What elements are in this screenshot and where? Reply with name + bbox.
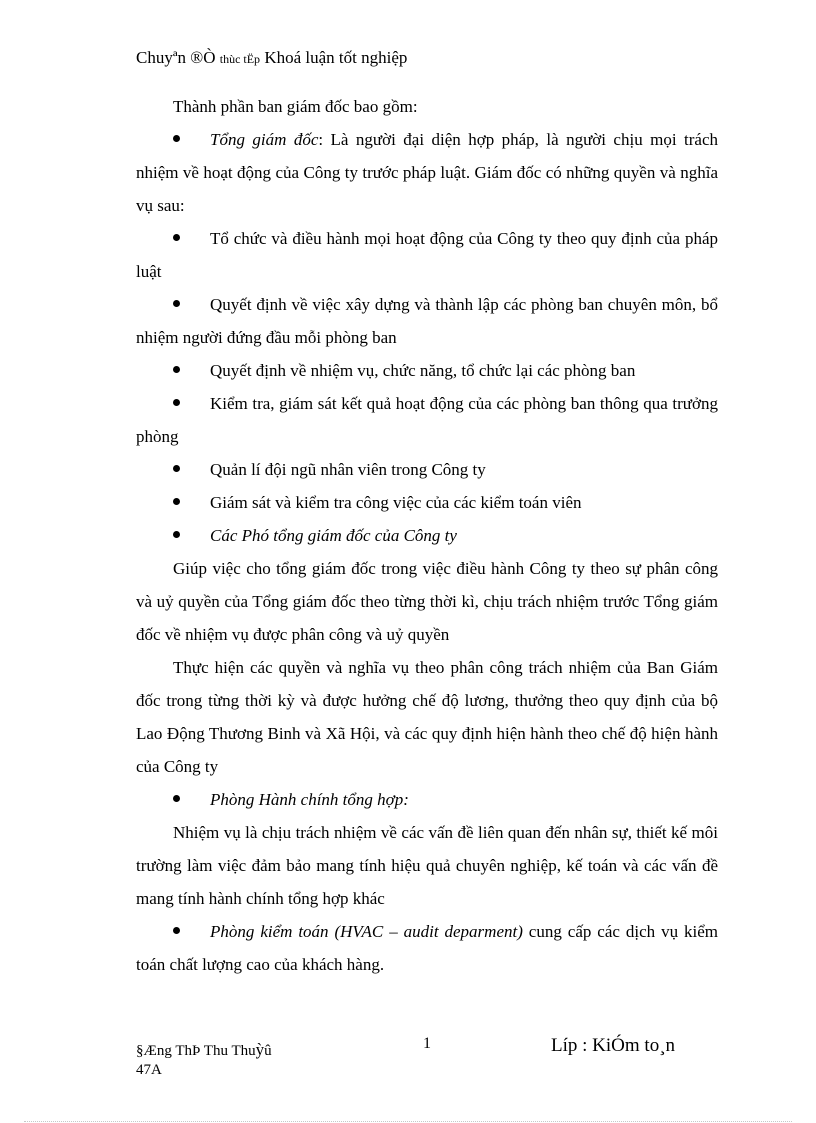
- paragraph: [136, 90, 718, 123]
- paragraph-text: Thành phần ban giám đốc bao gồm:: [173, 97, 418, 116]
- bullet-text: cung cấp các dịch vụ kiểm toán chất lượng cao của khách hàng.: [136, 922, 718, 974]
- bullet-italic-lead: Phòng Hành chính tổng hợp:: [210, 790, 409, 809]
- author-name-part2: ỳ: [255, 1040, 265, 1059]
- bullet-icon: [173, 927, 180, 934]
- bullet-item: [136, 123, 718, 222]
- bullet-item: [136, 783, 718, 816]
- bullet-item: [136, 519, 718, 552]
- bullet-text: : Là người đại diện hợp pháp, là người chịu mọi trách nhiệm về hoạt động của Công ty trước pháp luật. Giám đốc có những quyền và nghĩa vụ sau:: [136, 130, 719, 215]
- bullet-text: Tổ chức và điều hành mọi hoạt động của Công ty theo quy định của pháp luật: [136, 229, 718, 281]
- header-title-part3: Khoá luận tốt nghiệp: [260, 48, 408, 67]
- page-header: [136, 48, 407, 68]
- bullet-item: [136, 486, 718, 519]
- paragraph-text: Thực hiện các quyền và nghĩa vụ theo phân công trách nhiệm của Ban Giám đốc trong từng thời kỳ và được hưởng chế độ lương, thưởng theo quy định của bộ Lao Động Thương Binh và Xã Hội, và các quy định hiện hành theo chế độ hiện hành của Công ty: [136, 658, 718, 776]
- footer-author-line1: [136, 1040, 272, 1061]
- bullet-italic-lead: Phòng kiểm toán (HVAC – audit deparment): [210, 922, 523, 941]
- header-title-part1: Chuyªn ®Ò: [136, 48, 220, 67]
- page-number: 1: [423, 1035, 431, 1052]
- bullet-icon: [173, 135, 180, 142]
- bullet-italic-lead: Các Phó tổng giám đốc của Công ty: [210, 526, 457, 545]
- author-name-part1: §Æng ThÞ Thu Thu: [136, 1043, 256, 1059]
- bullet-icon: [173, 366, 180, 373]
- bullet-text: Giám sát và kiểm tra công việc của các kiểm toán viên: [210, 493, 582, 512]
- header-title-part2: thùc tËp: [219, 52, 261, 66]
- bullet-text: Quản lí đội ngũ nhân viên trong Công ty: [210, 460, 486, 479]
- bullet-icon: [173, 531, 180, 538]
- paragraph: [136, 552, 718, 651]
- paragraph-text: Giúp việc cho tổng giám đốc trong việc điều hành Công ty theo sự phân công và uỷ quyền của Tổng giám đốc theo từng thời kì, chịu trách nhiệm trước Tổng giám đốc về nhiệm vụ được phân công và uỷ quyền: [136, 559, 718, 644]
- bullet-item: [136, 288, 718, 354]
- bullet-icon: [173, 498, 180, 505]
- bullet-item: [136, 222, 718, 288]
- page-bottom-divider: [24, 1121, 792, 1122]
- footer-class-label: Líp : KiÓm to¸n: [551, 1035, 676, 1056]
- bullet-text: Kiểm tra, giám sát kết quả hoạt động của các phòng ban thông qua trưởng phòng: [136, 394, 718, 446]
- footer-author-line2: 47A: [136, 1062, 162, 1078]
- bullet-text: Quyết định về việc xây dựng và thành lập các phòng ban chuyên môn, bổ nhiệm người đứng đầu mỗi phòng ban: [136, 295, 718, 347]
- bullet-item: [136, 453, 718, 486]
- paragraph-text: Nhiệm vụ là chịu trách nhiệm về các vấn đề liên quan đến nhân sự, thiết kế môi trường làm việc đảm bảo mang tính hiệu quả chuyên nghiệp, kế toán và các vấn đề mang tính hành chính tổng hợp khác: [136, 823, 718, 908]
- document-body: [136, 90, 718, 981]
- bullet-icon: [173, 300, 180, 307]
- bullet-item: [136, 354, 718, 387]
- bullet-italic-lead: Tổng giám đốc: [210, 130, 319, 149]
- bullet-icon: [173, 399, 180, 406]
- paragraph: [136, 816, 718, 915]
- bullet-text: Quyết định về nhiệm vụ, chức năng, tổ chức lại các phòng ban: [210, 361, 636, 380]
- bullet-item: [136, 387, 718, 453]
- paragraph: [136, 651, 718, 783]
- bullet-icon: [173, 234, 180, 241]
- bullet-icon: [173, 795, 180, 802]
- bullet-item: [136, 915, 718, 981]
- bullet-icon: [173, 465, 180, 472]
- author-name-part3: û: [264, 1043, 272, 1059]
- footer-author: [136, 1040, 272, 1080]
